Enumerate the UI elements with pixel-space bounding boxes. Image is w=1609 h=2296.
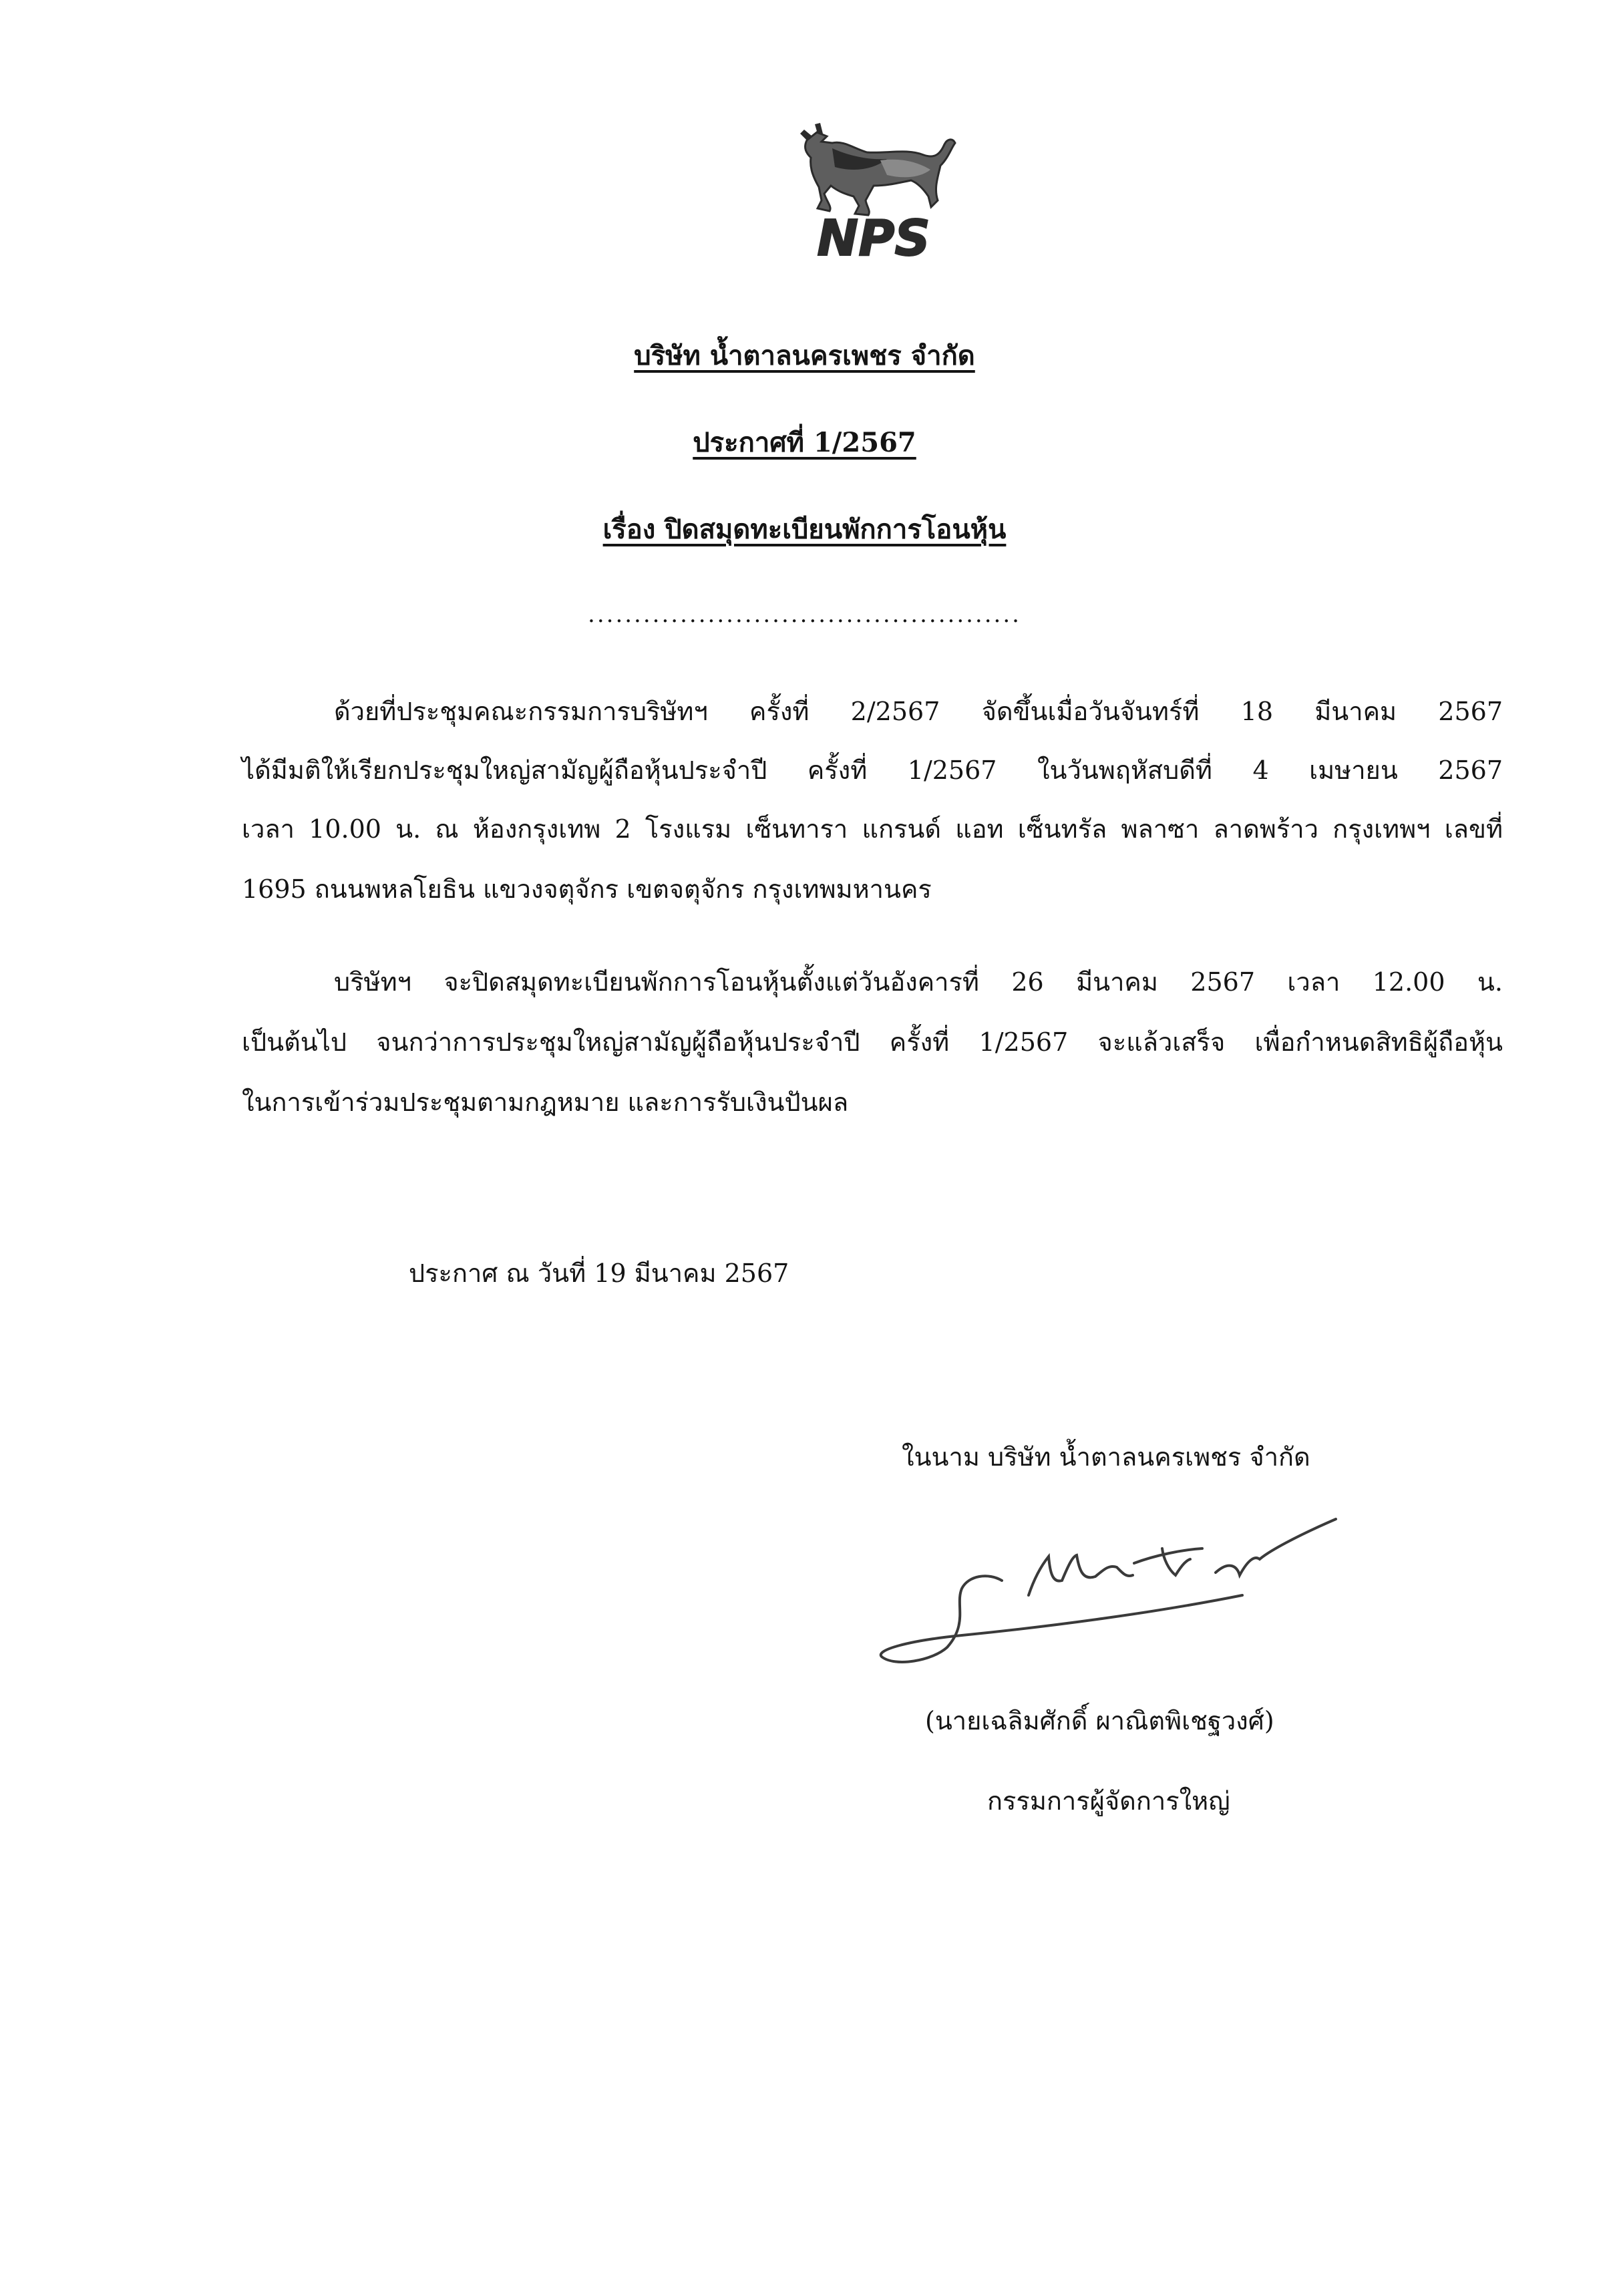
company-logo	[780, 114, 967, 267]
company-name-heading: บริษัท น้ำตาลนครเพชร จำกัด	[634, 340, 975, 371]
logo-wordmark: NPS	[817, 210, 930, 267]
subject-heading: เรื่อง ปิดสมุดทะเบียนพักการโอนหุ้น	[602, 514, 1007, 545]
announcement-number-heading: ประกาศที่ 1/2567	[693, 427, 916, 458]
paragraph-line: เป็นต้นไป จนกว่าการประชุมใหญ่สามัญผู้ถือหุ้นประจำปี ครั้งที่ 1/2567 จะแล้วเสร็จ เพื่อกำหนดสิทธิผู้ถือหุ้น	[242, 1027, 1503, 1057]
signatory-name: (นายเฉลิมศักดิ์ ผาณิตพิเชฐวงศ์)	[925, 1706, 1274, 1736]
bull-icon	[780, 114, 967, 267]
dotted-divider: ...............................................	[588, 601, 1021, 628]
paragraph-line: ได้มีมติให้เรียกประชุมใหญ่สามัญผู้ถือหุ้นประจำปี ครั้งที่ 1/2567 ในวันพฤหัสบดีที่ 4 เมษายน 2567	[242, 756, 1503, 785]
paragraph-line: 1695 ถนนพหลโยธิน แขวงจตุจักร เขตจตุจักร กรุงเทพมหานคร	[242, 874, 932, 904]
paragraph-line: บริษัทฯ จะปิดสมุดทะเบียนพักการโอนหุ้นตั้งแต่วันอังคารที่ 26 มีนาคม 2567 เวลา 12.00 น.	[334, 967, 1503, 997]
paragraph-line: ในการเข้าร่วมประชุมตามกฎหมาย และการรับเงินปันผล	[242, 1088, 849, 1117]
handwritten-signature	[868, 1516, 1389, 1677]
paragraph-line: ด้วยที่ประชุมคณะกรรมการบริษัทฯ ครั้งที่ 2/2567 จัดขึ้นเมื่อวันจันทร์ที่ 18 มีนาคม 2567	[334, 697, 1503, 726]
announcement-date: ประกาศ ณ วันที่ 19 มีนาคม 2567	[409, 1259, 789, 1288]
on-behalf-line: ในนาม บริษัท น้ำตาลนครเพชร จำกัด	[902, 1442, 1310, 1472]
paragraph-line: เวลา 10.00 น. ณ ห้องกรุงเทพ 2 โรงแรม เซ็นทารา แกรนด์ แอท เซ็นทรัล พลาซา ลาดพร้าว กรุงเทพฯ เลขที่	[242, 814, 1503, 844]
signatory-title: กรรมการผู้จัดการใหญ่	[987, 1786, 1230, 1816]
